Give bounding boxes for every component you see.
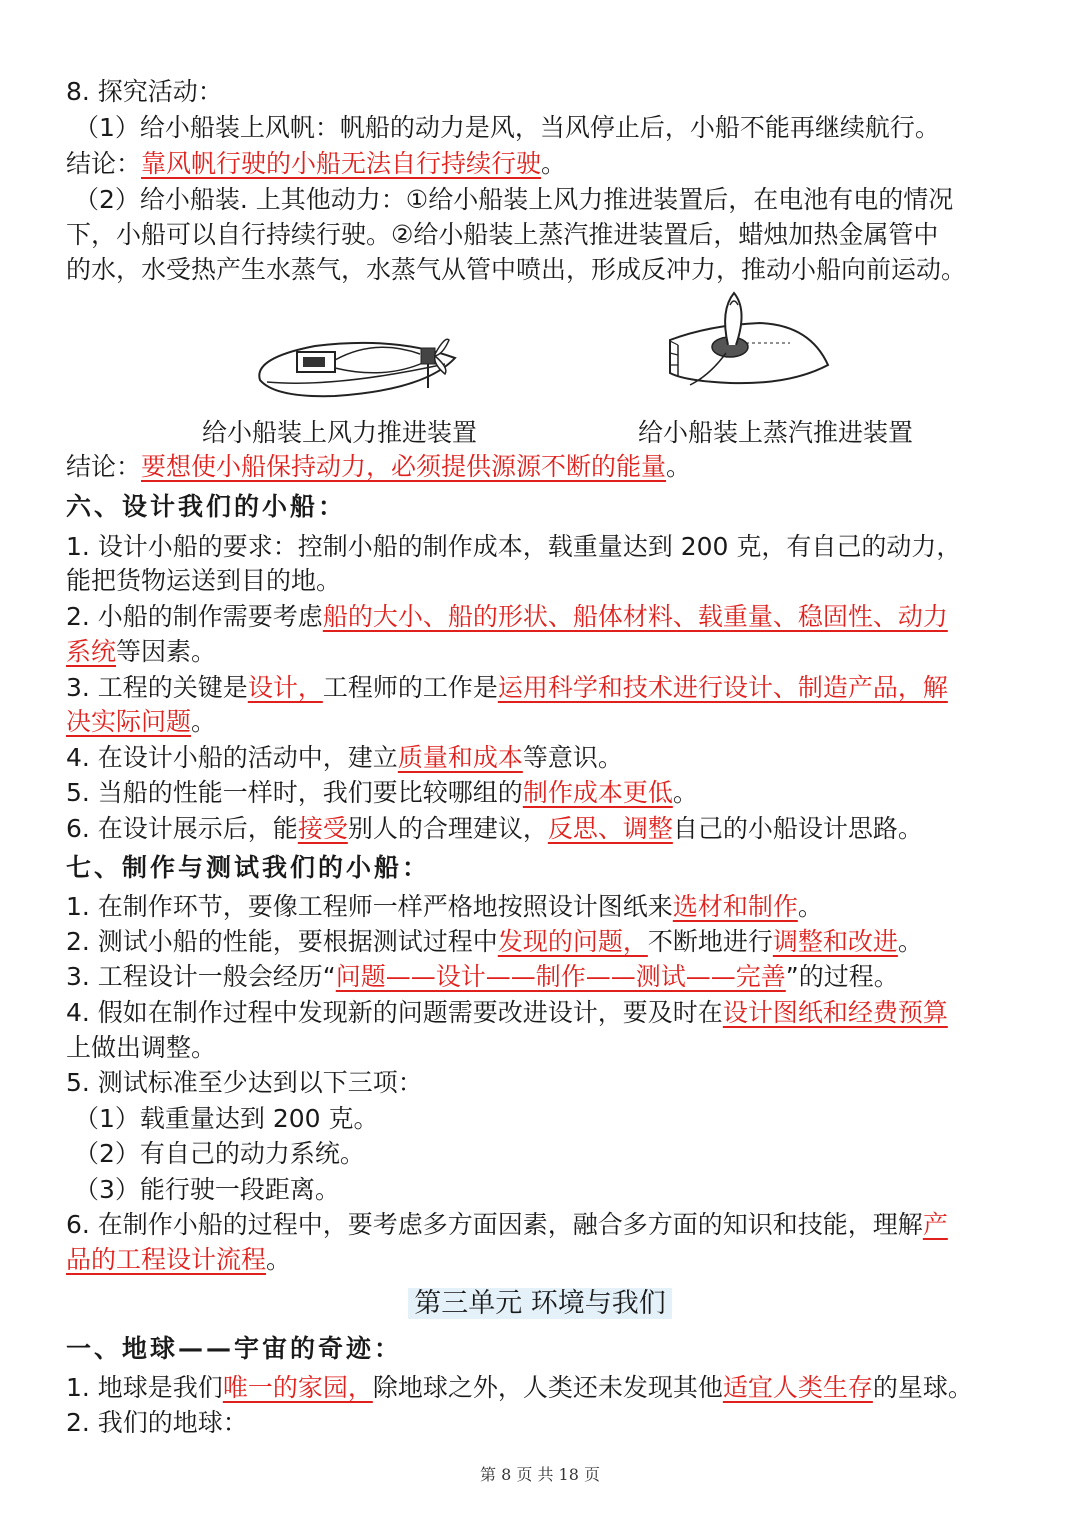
sec6-item-3-line-1: 3. 工程的关键是设计，工程师的工作是运用科学和技术进行设计、制造产品，解 [66, 673, 948, 702]
activity-part-2-line-1: （2）给小船装. 上其他动力：①给小船装上风力推进装置后，在电池有电的情况 [74, 185, 954, 214]
sec6-item-5: 5. 当船的性能一样时，我们要比较哪组的制作成本更低。 [66, 778, 698, 807]
sec6-item-2-line-2: 系统等因素。 [66, 637, 217, 666]
sec6-item-3-line-2: 决实际问题。 [66, 707, 217, 736]
sec7-item-5: 5. 测试标准至少达到以下三项： [66, 1068, 423, 1097]
activity-title: 8. 探究活动： [66, 77, 223, 106]
unit3-section-1-heading: 一、地球——宇宙的奇迹： [66, 1334, 403, 1363]
answer-text: 决实际问题 [66, 707, 192, 736]
sec6-item-6: 6. 在设计展示后，能接受别人的合理建议，反思、调整自己的小船设计思路。 [66, 814, 923, 843]
answer-text: 适宜人类生存 [722, 1373, 873, 1402]
sec6-item-1-line-1: 1. 设计小船的要求：控制小船的制作成本，载重量达到 200 克，有自己的动力， [66, 532, 962, 561]
activity-part-2-line-2: 下，小船可以自行持续行驶。②给小船装上蒸汽推进装置后，蜡烛加热金属管中 [66, 220, 939, 249]
answer-text: 运用科学和技术进行设计、制造产品，解 [497, 673, 948, 702]
activity-part-1: （1）给小船装上风帆：帆船的动力是风，当风停止后，小船不能再继续航行。 [74, 113, 940, 142]
answer-text: 靠风帆行驶的小船无法自行持续行驶 [141, 149, 542, 178]
answer-text: 接受 [297, 814, 348, 843]
answer-text: 调整和改进 [772, 927, 898, 956]
answer-text: 质量和成本 [397, 743, 523, 772]
conclusion-2: 结论：要想使小船保持动力，必须提供源源不断的能量。 [66, 452, 692, 481]
unit-title: 第三单元 环境与我们 [0, 1284, 1080, 1324]
sec7-item-4-line-1: 4. 假如在制作过程中发现新的问题需要改进设计，要及时在设计图纸和经费预算 [66, 998, 948, 1027]
answer-text: 问题——设计——制作——测试——完善 [335, 962, 786, 991]
answer-text: 产 [922, 1210, 948, 1239]
section-6-heading: 六、设计我们的小船： [66, 492, 347, 521]
sec7-item-5-sub-2: （2）有自己的动力系统。 [74, 1139, 365, 1168]
sec7-item-3: 3. 工程设计一般会经历“问题——设计——制作——测试——完善”的过程。 [66, 962, 899, 991]
conclusion-1: 结论：靠风帆行驶的小船无法自行持续行驶。 [66, 149, 567, 178]
unit3-item-1: 1. 地球是我们唯一的家园，除地球之外，人类还未发现其他适宜人类生存的星球。 [66, 1373, 973, 1402]
answer-text: 船的大小、船的形状、船体材料、载重量、稳固性、动力 [322, 602, 948, 631]
answer-text: 反思、调整 [547, 814, 673, 843]
steam-boat-illustration [650, 285, 835, 397]
sec6-item-2-line-1: 2. 小船的制作需要考虑船的大小、船的形状、船体材料、载重量、稳固性、动力 [66, 602, 948, 631]
caption-wind-boat: 给小船装上风力推进装置 [202, 418, 478, 447]
answer-text: 选材和制作 [672, 892, 798, 921]
answer-text: 系统 [66, 637, 117, 666]
sec7-item-4-line-2: 上做出调整。 [66, 1033, 217, 1062]
sec7-item-6-line-1: 6. 在制作小船的过程中，要考虑多方面因素，融合多方面的知识和技能，理解产 [66, 1210, 948, 1239]
answer-text: 品的工程设计流程 [66, 1245, 267, 1274]
section-7-heading: 七、制作与测试我们的小船： [66, 853, 431, 882]
sec7-item-5-sub-1: （1）载重量达到 200 克。 [74, 1104, 379, 1133]
answer-text: 发现的问题， [497, 927, 648, 956]
sec7-item-1: 1. 在制作环节，要像工程师一样严格地按照设计图纸来选材和制作。 [66, 892, 823, 921]
sec7-item-5-sub-3: （3）能行驶一段距离。 [74, 1175, 340, 1204]
activity-part-2-line-3: 的水，水受热产生水蒸气，水蒸气从管中喷出，形成反冲力，推动小船向前运动。 [66, 255, 967, 284]
sec6-item-4: 4. 在设计小船的活动中，建立质量和成本等意识。 [66, 743, 623, 772]
answer-text: 唯一的家园， [222, 1373, 373, 1402]
unit3-item-2: 2. 我们的地球： [66, 1408, 248, 1437]
answer-text: 设计图纸和经费预算 [722, 998, 948, 1027]
sec6-item-1-line-2: 能把货物运送到目的地。 [66, 566, 342, 595]
page-footer: 第 8 页 共 18 页 [480, 1465, 600, 1484]
wind-boat-illustration [245, 318, 485, 408]
sec7-item-2: 2. 测试小船的性能，要根据测试过程中发现的问题，不断地进行调整和改进。 [66, 927, 923, 956]
caption-steam-boat: 给小船装上蒸汽推进装置 [638, 418, 914, 447]
answer-text: 设计， [247, 673, 323, 702]
answer-text: 要想使小船保持动力，必须提供源源不断的能量 [141, 452, 667, 481]
sec7-item-6-line-2: 品的工程设计流程。 [66, 1245, 292, 1274]
answer-text: 制作成本更低 [522, 778, 673, 807]
